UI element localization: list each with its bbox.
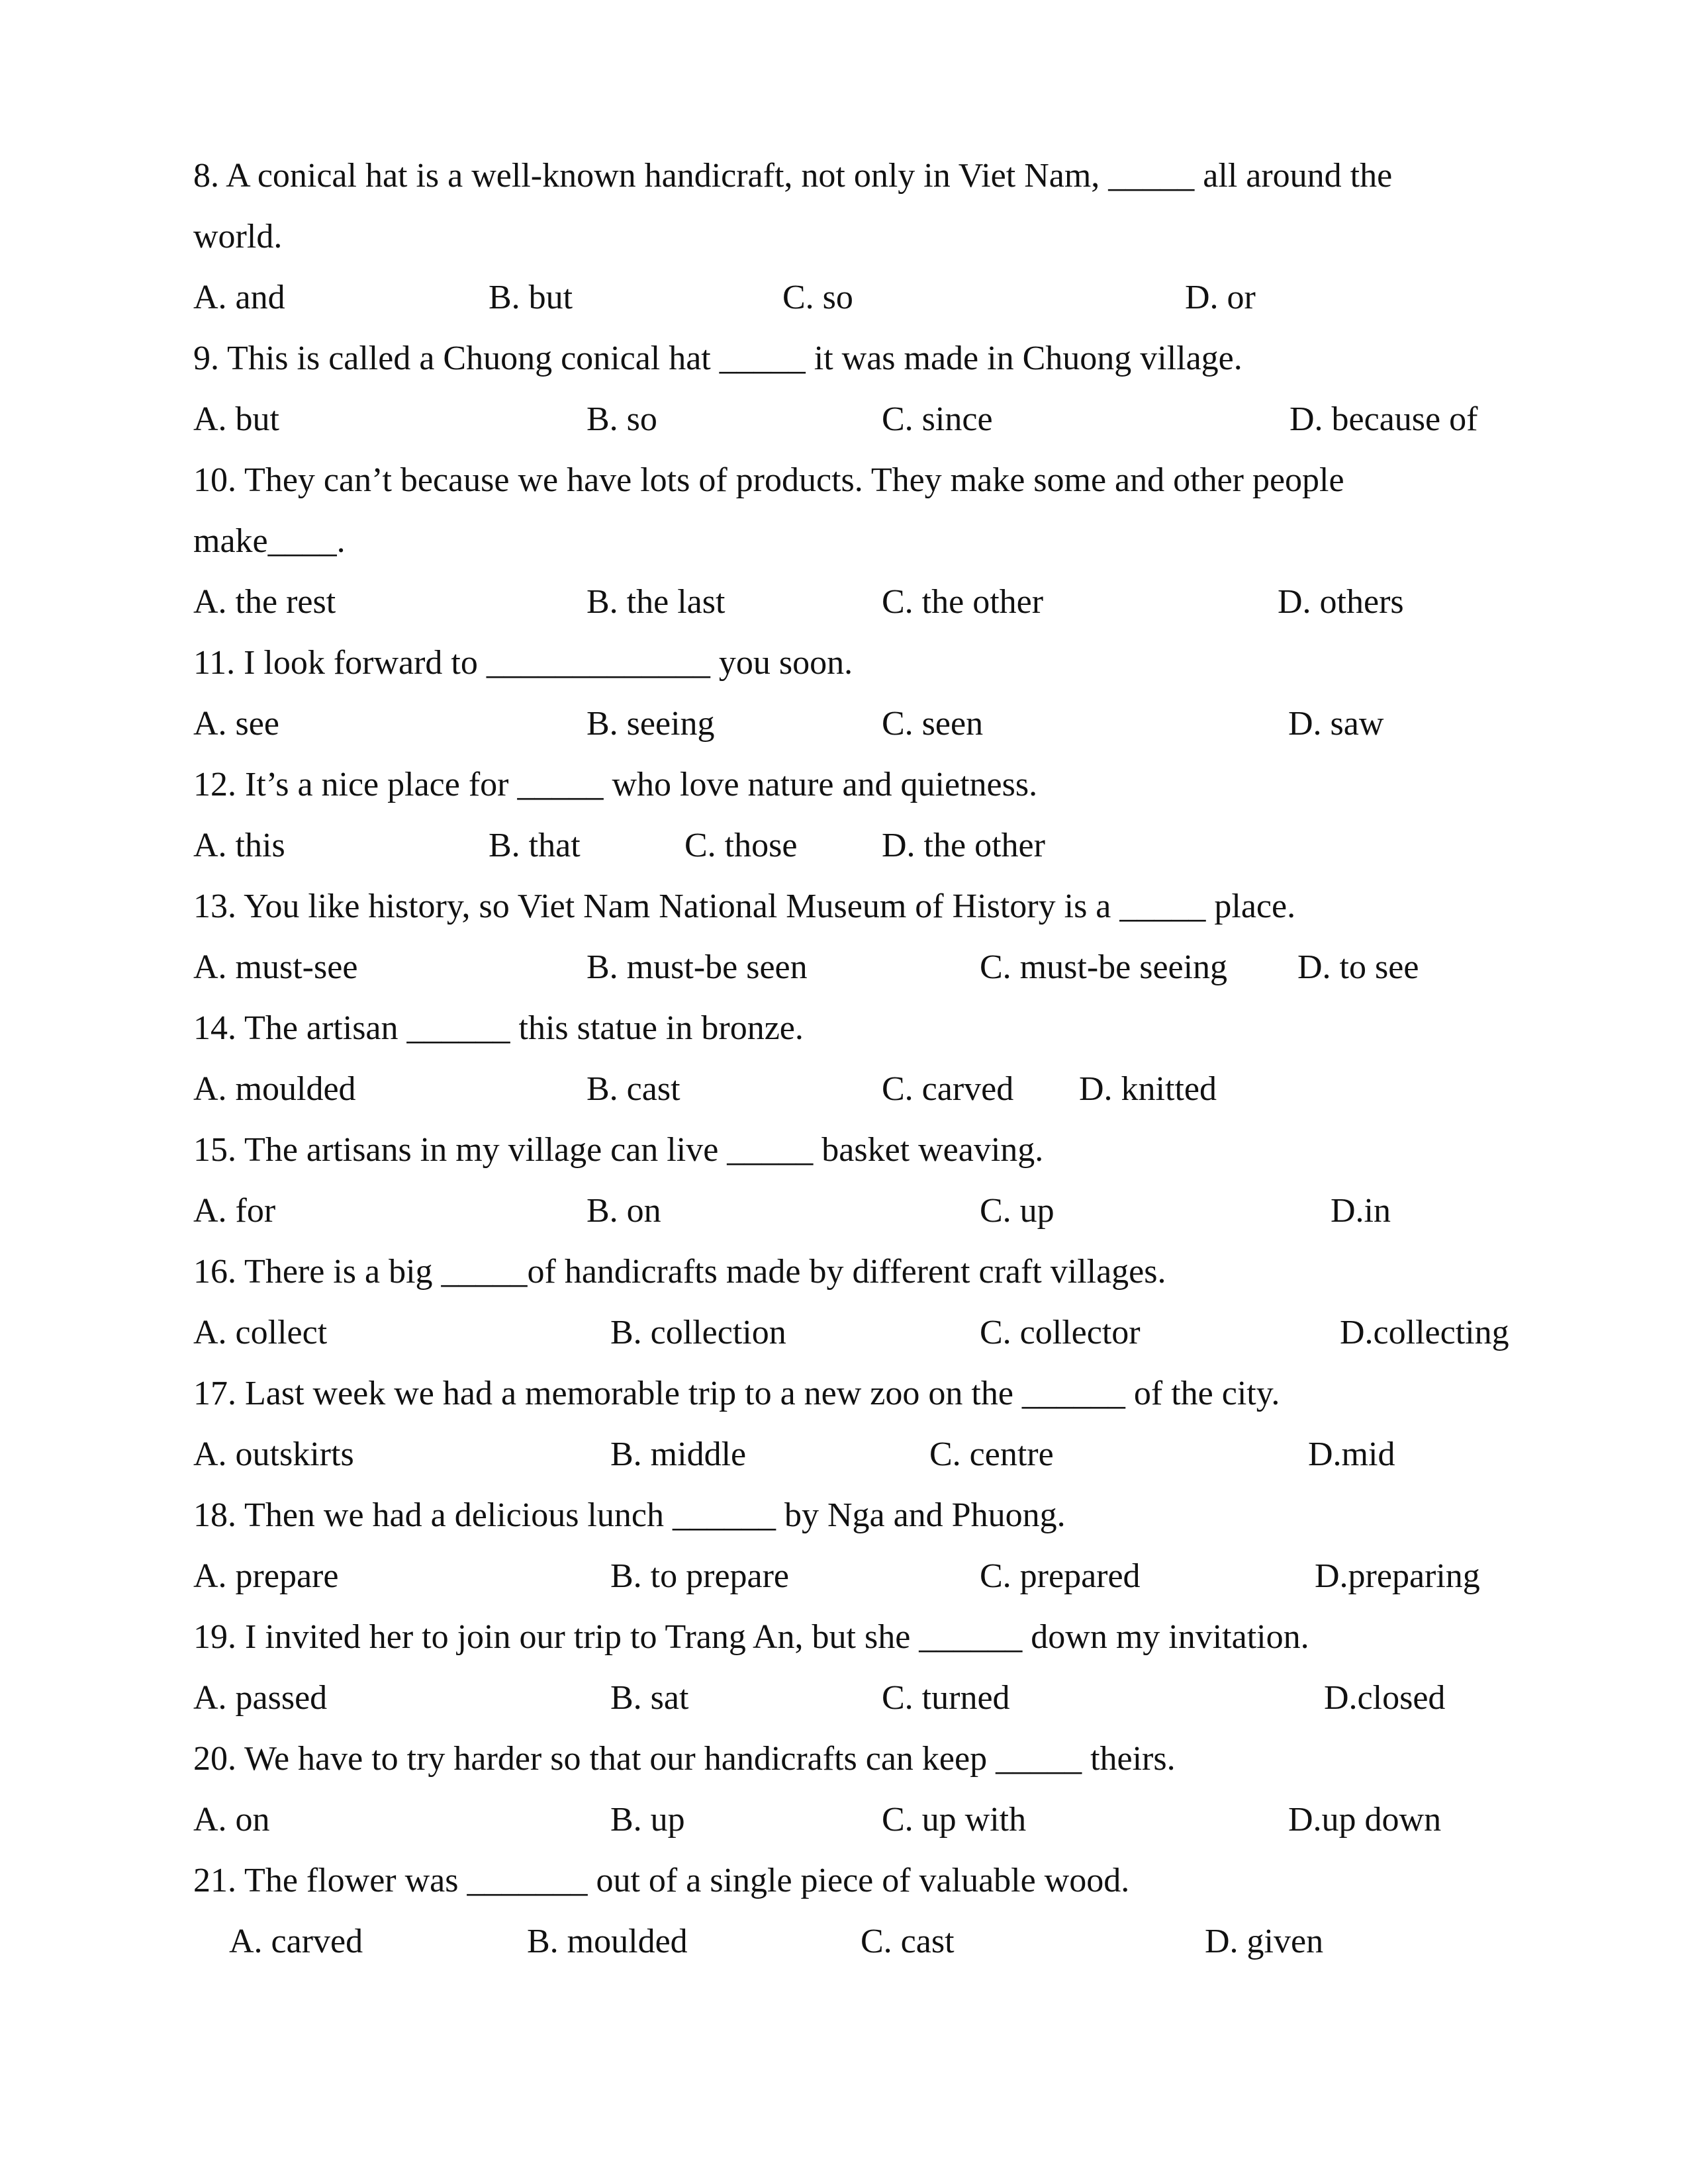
question-18-option-d: D.preparing	[1315, 1557, 1480, 1595]
question-18-stem: 18. Then we had a delicious lunch ______ by Nga and Phuong.	[193, 1496, 1066, 1534]
question-11-option-c: C. seen	[882, 705, 984, 743]
question-14-option-a: A. moulded	[193, 1070, 356, 1108]
question-20-option-c: C. up with	[882, 1801, 1027, 1839]
question-21-option-b: B. moulded	[527, 1923, 688, 1960]
question-17-option-c: C. centre	[929, 1435, 1054, 1473]
question-10-option-a: A. the rest	[193, 583, 336, 621]
question-10-option-b: B. the last	[586, 583, 726, 621]
question-10-option-d: D. others	[1278, 583, 1404, 621]
question-17-stem: 17. Last week we had a memorable trip to a new zoo on the ______ of the city.	[193, 1375, 1280, 1412]
question-9-stem: 9. This is called a Chuong conical hat _____ it was made in Chuong village.	[193, 340, 1243, 377]
question-9-option-b: B. so	[586, 400, 657, 438]
question-11-option-b: B. seeing	[586, 705, 715, 743]
question-8-stem: 8. A conical hat is a well-known handicraft, not only in Viet Nam, _____ all around the	[193, 157, 1393, 195]
question-21-stem: 21. The flower was _______ out of a single piece of valuable wood.	[193, 1862, 1130, 1899]
question-19-stem: 19. I invited her to join our trip to Trang An, but she ______ down my invitation.	[193, 1618, 1309, 1656]
question-14-option-d: D. knitted	[1079, 1070, 1217, 1108]
question-19-option-c: C. turned	[882, 1679, 1010, 1717]
question-19-option-a: A. passed	[193, 1679, 328, 1717]
question-17-option-d: D.mid	[1308, 1435, 1395, 1473]
question-19-option-b: B. sat	[610, 1679, 689, 1717]
question-13-stem: 13. You like history, so Viet Nam National Museum of History is a _____ place.	[193, 887, 1296, 925]
question-16-option-c: C. collector	[980, 1314, 1141, 1351]
question-8-option-d: D. or	[1185, 279, 1256, 316]
question-18-option-a: A. prepare	[193, 1557, 339, 1595]
question-12-option-a: A. this	[193, 827, 285, 864]
question-9-option-c: C. since	[882, 400, 993, 438]
question-14-stem: 14. The artisan ______ this statue in bronze.	[193, 1009, 804, 1047]
question-16-option-b: B. collection	[610, 1314, 786, 1351]
question-9-option-d: D. because of	[1289, 400, 1478, 438]
question-15-option-c: C. up	[980, 1192, 1055, 1230]
question-11-option-a: A. see	[193, 705, 279, 743]
question-10-stem: 10. They can’t because we have lots of products. They make some and other people	[193, 461, 1344, 499]
question-8-option-b: B. but	[489, 279, 573, 316]
question-20-option-b: B. up	[610, 1801, 685, 1839]
question-12-option-b: B. that	[489, 827, 581, 864]
question-13-option-d: D. to see	[1297, 948, 1419, 986]
question-9-option-a: A. but	[193, 400, 279, 438]
question-13-option-b: B. must-be seen	[586, 948, 808, 986]
question-18-option-c: C. prepared	[980, 1557, 1141, 1595]
question-13-option-c: C. must-be seeing	[980, 948, 1228, 986]
question-14-option-b: B. cast	[586, 1070, 680, 1108]
question-8-option-c: C. so	[782, 279, 853, 316]
question-8-option-a: A. and	[193, 279, 285, 316]
question-21-option-c: C. cast	[861, 1923, 955, 1960]
question-10-option-c: C. the other	[882, 583, 1044, 621]
question-18-option-b: B. to prepare	[610, 1557, 790, 1595]
question-15-option-b: B. on	[586, 1192, 661, 1230]
question-8-stem-continued: world.	[193, 218, 283, 255]
question-17-option-a: A. outskirts	[193, 1435, 354, 1473]
question-16-stem: 16. There is a big _____of handicrafts made by different craft villages.	[193, 1253, 1166, 1291]
question-15-option-d: D.in	[1331, 1192, 1391, 1230]
question-12-option-c: C. those	[684, 827, 798, 864]
question-16-option-d: D.collecting	[1340, 1314, 1509, 1351]
question-12-option-d: D. the other	[882, 827, 1045, 864]
question-15-stem: 15. The artisans in my village can live _____ basket weaving.	[193, 1131, 1044, 1169]
question-16-option-a: A. collect	[193, 1314, 328, 1351]
question-11-option-d: D. saw	[1288, 705, 1384, 743]
question-20-option-d: D.up down	[1288, 1801, 1442, 1839]
question-14-option-c: C. carved	[882, 1070, 1014, 1108]
question-20-stem: 20. We have to try harder so that our handicrafts can keep _____ theirs.	[193, 1740, 1176, 1778]
question-20-option-a: A. on	[193, 1801, 270, 1839]
question-21-option-a: A. carved	[229, 1923, 363, 1960]
question-12-stem: 12. It’s a nice place for _____ who love nature and quietness.	[193, 766, 1038, 803]
question-10-stem-continued: make____.	[193, 522, 346, 560]
question-15-option-a: A. for	[193, 1192, 276, 1230]
question-11-stem: 11. I look forward to _____________ you soon.	[193, 644, 853, 682]
question-21-option-d: D. given	[1205, 1923, 1324, 1960]
question-17-option-b: B. middle	[610, 1435, 747, 1473]
question-19-option-d: D.closed	[1324, 1679, 1446, 1717]
question-13-option-a: A. must-see	[193, 948, 358, 986]
